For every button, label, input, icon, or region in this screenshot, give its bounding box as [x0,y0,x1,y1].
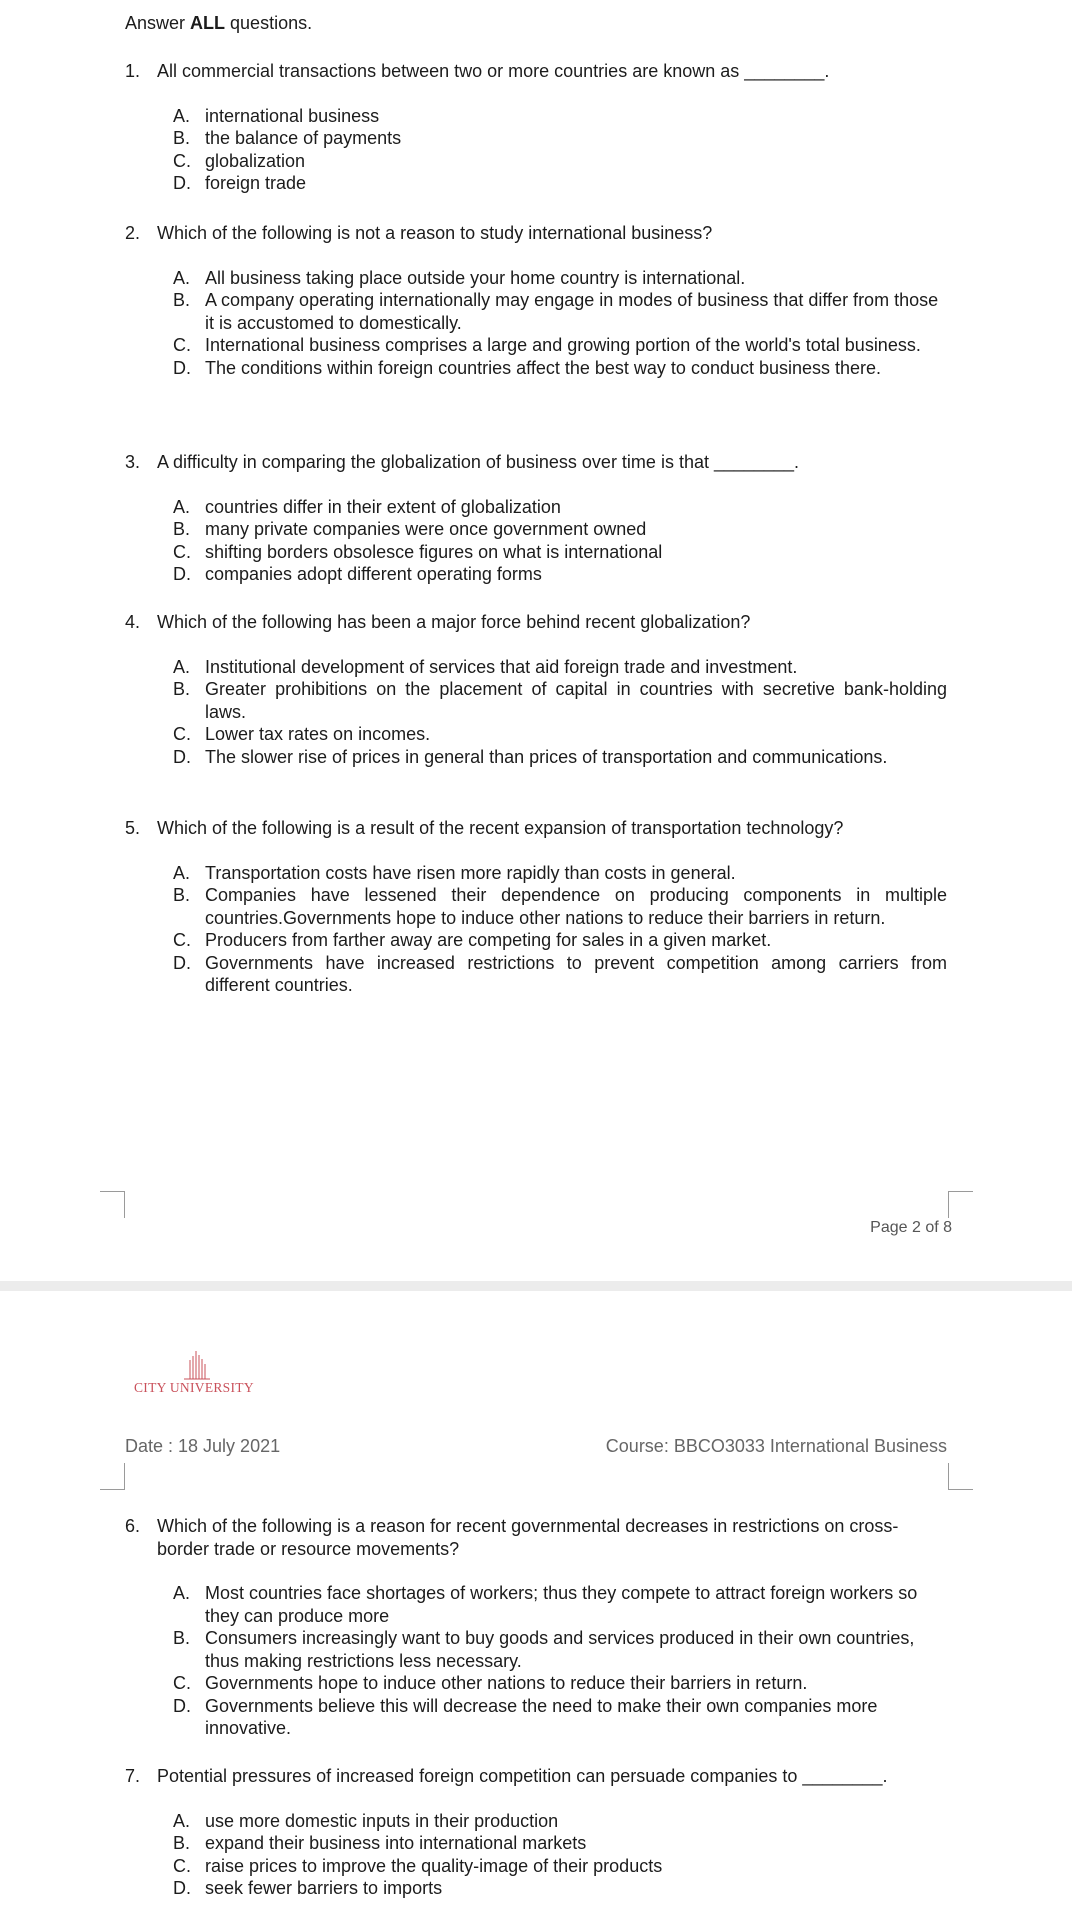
option-b: B. expand their business into international markets [173,1833,587,1853]
option-a: A. All business taking place outside your home country is international. [173,267,746,288]
option-b: B. A company operating internationally may engage in modes of business that differ from those it is accustomed to domestically. [173,290,939,333]
question-3 [125,451,947,586]
exam-date: Date : 18 July 2021 [125,1436,281,1456]
question-7 [125,1765,947,1900]
option-a: A. Most countries face shortages of workers; thus they compete to attract foreign workers so they can produce more [173,1583,918,1626]
building-icon [134,1350,264,1380]
crop-mark [948,1463,973,1490]
option-b: B. many private companies were once government owned [173,519,647,539]
option-c: C. Governments hope to induce other nations to reduce their barriers in return. [173,1673,808,1693]
question-number: 5. [125,818,141,838]
option-d: D. Governments believe this will decrease the need to make their own companies more innovative. [173,1695,878,1738]
question-text: A difficulty in comparing the globalization of business over time is that ________. [157,452,800,472]
option-a: A. Institutional development of services that aid foreign trade and investment. [173,656,798,677]
question-text: Potential pressures of increased foreign competition can persuade companies to ________. [157,1766,888,1786]
option-d: D. The conditions within foreign countries affect the best way to conduct business there. [173,357,882,378]
option-c: C. globalization [173,150,306,171]
option-d: D. companies adopt different operating forms [173,564,542,584]
question-text: Which of the following is a result of the recent expansion of transportation technology? [157,818,844,838]
question-6 [125,1515,947,1740]
option-d: D. The slower rise of prices in general than prices of transportation and communications. [173,746,888,767]
question-number: 3. [125,452,141,472]
question-text: All commercial transactions between two or more countries are known as ________. [157,61,830,81]
option-b: B. Consumers increasingly want to buy goods and services produced in their own countries, thus making restrictions less necessary. [173,1628,915,1671]
option-c: C. shifting borders obsolesce figures on what is international [173,541,663,562]
option-b: B. the balance of payments [173,128,402,148]
crop-mark [948,1191,973,1218]
question-number: 7. [125,1766,141,1786]
option-c: C. raise prices to improve the quality-image of their products [173,1855,663,1876]
option-a: A. international business [173,105,380,126]
option-a: A. use more domestic inputs in their production [173,1810,559,1831]
option-d: D. foreign trade [173,173,307,193]
document-page-3 [0,1291,1072,1920]
question-text: Which of the following is not a reason to study international business? [157,223,713,243]
crop-mark [100,1191,125,1218]
option-b: B. Companies have lessened their dependence on producing components in multiple countries.Governments hope to induce other nations to reduce their barriers in return. [173,885,947,928]
question-text: Which of the following has been a major force behind recent globalization? [157,612,751,632]
question-5 [125,817,947,997]
question-number: 4. [125,612,141,632]
option-a: A. countries differ in their extent of globalization [173,496,561,517]
question-number: 1. [125,61,141,81]
page-separator [0,1281,1072,1291]
question-text: Which of the following is a reason for recent governmental decreases in restrictions on cross-border trade or resource movements? [157,1516,899,1559]
option-d: D. seek fewer barriers to imports [173,1878,443,1898]
instructions: Answer ALL questions. [125,13,313,33]
option-a: A. Transportation costs have risen more rapidly than costs in general. [173,862,736,883]
option-c: C. Lower tax rates on incomes. [173,724,431,744]
question-number: 6. [125,1516,141,1536]
crop-mark [100,1463,125,1490]
option-c: C. Producers from farther away are competing for sales in a given market. [173,930,772,950]
option-c: C. International business comprises a large and growing portion of the world's total business. [173,335,921,355]
option-d: D. Governments have increased restrictions to prevent competition among carriers from different countries. [173,952,947,995]
question-2 [125,222,947,379]
university-logo: CITY UNIVERSITY [134,1350,264,1395]
course-name: Course: BBCO3033 International Business [605,1436,947,1456]
option-b: B. Greater prohibitions on the placement of capital in countries with secretive bank-holding laws. [173,679,947,722]
question-1 [125,60,947,195]
page-number: Page 2 of 8 [870,1219,952,1236]
question-number: 2. [125,223,141,243]
question-4 [125,611,947,768]
